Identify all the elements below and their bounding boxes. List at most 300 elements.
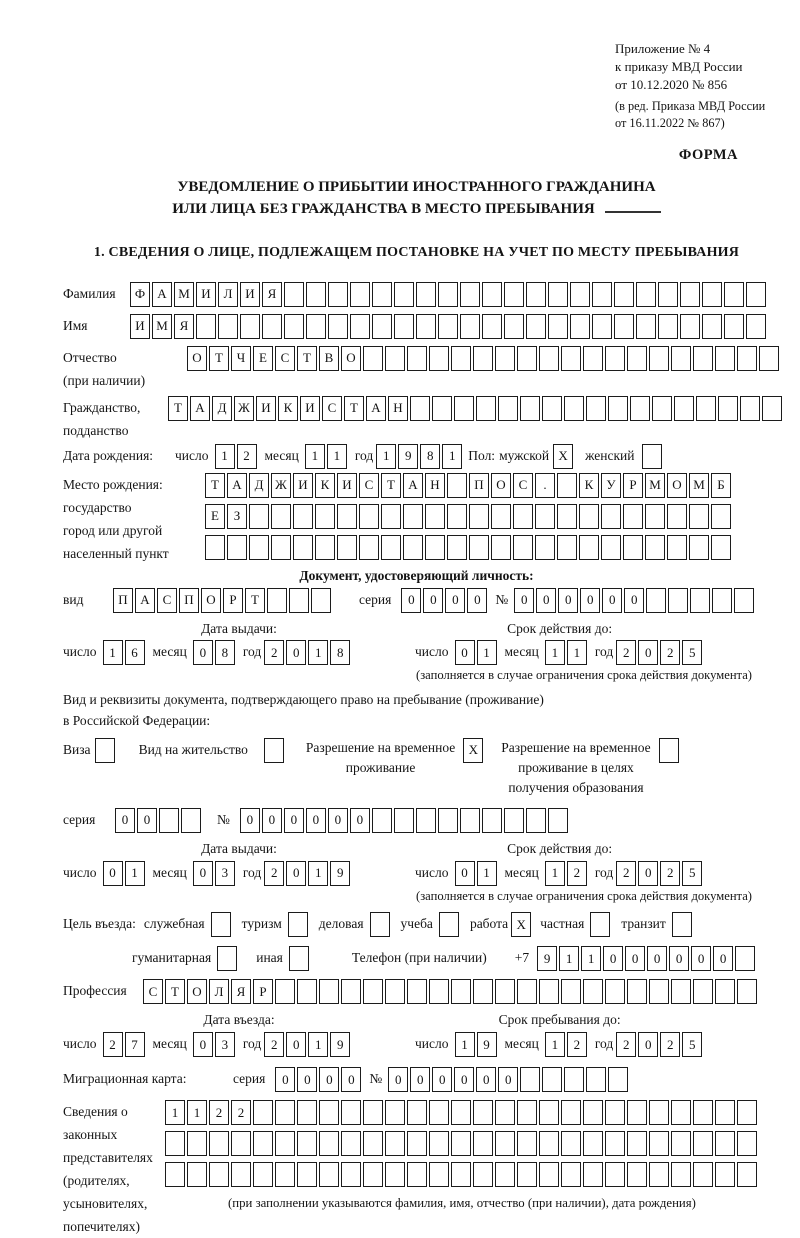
char-box: П	[179, 588, 199, 613]
char-box: С	[275, 346, 295, 371]
char-box	[429, 979, 449, 1004]
char-box	[561, 346, 581, 371]
char-box	[218, 314, 238, 339]
char-box: 0	[625, 946, 645, 971]
char-box	[504, 282, 524, 307]
issue-date-col	[63, 621, 415, 666]
char-box	[586, 1067, 606, 1092]
expiry-year-boxes	[616, 861, 704, 886]
char-box: Д	[212, 396, 232, 421]
char-box	[627, 979, 647, 1004]
char-box	[328, 314, 348, 339]
month-label: месяц	[504, 864, 539, 880]
expiry-date-heading: Срок действия до:	[507, 620, 613, 636]
representatives-row3	[165, 1162, 759, 1187]
char-box	[341, 1100, 361, 1125]
char-box	[564, 396, 584, 421]
char-box: 1	[559, 946, 579, 971]
char-box: Т	[245, 588, 265, 613]
expiry-date-col	[415, 841, 704, 886]
char-box	[407, 1162, 427, 1187]
char-box: Т	[168, 396, 188, 421]
char-box: И	[300, 396, 320, 421]
char-box	[315, 535, 335, 560]
char-box	[671, 1162, 691, 1187]
char-box	[583, 1100, 603, 1125]
char-box	[535, 504, 555, 529]
day-label: число	[175, 447, 209, 463]
char-box: 9	[330, 861, 350, 886]
month-label: месяц	[152, 1036, 187, 1052]
surname-row	[63, 282, 770, 307]
char-box: С	[143, 979, 163, 1004]
char-box: С	[513, 473, 533, 498]
char-box	[715, 1100, 735, 1125]
char-box	[205, 535, 225, 560]
char-box	[517, 1131, 537, 1156]
representatives-row2	[165, 1131, 759, 1156]
char-box	[187, 1162, 207, 1187]
char-box	[438, 282, 458, 307]
char-box	[539, 1162, 559, 1187]
series-label: серия	[359, 591, 392, 607]
entry-month-boxes	[193, 1032, 237, 1057]
char-box	[165, 1162, 185, 1187]
sex-female-checkbox	[642, 444, 662, 469]
char-box: А	[403, 473, 423, 498]
char-box	[319, 1162, 339, 1187]
char-box	[297, 1131, 317, 1156]
char-box: 1	[215, 444, 235, 469]
char-box	[608, 396, 628, 421]
char-box: 0	[445, 588, 465, 613]
char-box	[649, 979, 669, 1004]
char-box	[460, 314, 480, 339]
char-box: Л	[218, 282, 238, 307]
stay-until-heading: Срок пребывания до:	[498, 1012, 621, 1028]
char-box	[561, 1162, 581, 1187]
char-box: 1	[305, 444, 325, 469]
char-box: К	[579, 473, 599, 498]
char-box	[337, 535, 357, 560]
char-box: 1	[103, 640, 123, 665]
char-box: Д	[249, 473, 269, 498]
char-box: М	[152, 314, 172, 339]
char-box	[451, 1131, 471, 1156]
char-box: 2	[616, 640, 636, 665]
char-box: 0	[297, 1067, 317, 1092]
char-box	[473, 979, 493, 1004]
char-box	[209, 1131, 229, 1156]
char-box: 0	[103, 861, 123, 886]
residence-doc-dates	[63, 841, 770, 886]
char-box: 1	[308, 640, 328, 665]
option-visa	[63, 738, 117, 763]
char-box	[253, 1131, 273, 1156]
char-box: Е	[205, 504, 225, 529]
char-box: 0	[647, 946, 667, 971]
char-box	[583, 1131, 603, 1156]
char-box: 2	[237, 444, 257, 469]
entry-date-heading: Дата въезда:	[203, 1012, 275, 1028]
char-box: В	[319, 346, 339, 371]
char-box	[605, 1162, 625, 1187]
char-box: О	[667, 473, 687, 498]
char-box: 0	[286, 640, 306, 665]
char-box	[674, 396, 694, 421]
birth-year-boxes	[376, 444, 464, 469]
char-box: А	[152, 282, 172, 307]
char-box	[209, 1162, 229, 1187]
doc-kind-boxes	[113, 588, 333, 613]
char-box	[658, 282, 678, 307]
char-box: 8	[215, 640, 235, 665]
char-box	[231, 1131, 251, 1156]
char-box	[702, 314, 722, 339]
purpose-transit: транзит	[621, 912, 694, 937]
char-box	[432, 396, 452, 421]
char-box	[429, 1100, 449, 1125]
char-box: 1	[187, 1100, 207, 1125]
char-box	[542, 1067, 562, 1092]
residence-doc-intro-1: Вид и реквизиты документа, подтверждающего право на пребывание (проживание)	[63, 692, 544, 708]
expiry-year-boxes	[616, 640, 704, 665]
char-box: О	[187, 346, 207, 371]
char-box	[284, 282, 304, 307]
char-box	[605, 1131, 625, 1156]
char-box	[652, 396, 672, 421]
char-box	[469, 504, 489, 529]
char-box: 0	[410, 1067, 430, 1092]
birth-place-row2	[205, 504, 733, 529]
option-temp-permit	[306, 738, 485, 778]
char-box	[381, 504, 401, 529]
purpose-transit-checkbox	[672, 912, 692, 937]
char-box: 2	[616, 861, 636, 886]
char-box: И	[196, 282, 216, 307]
char-box	[460, 282, 480, 307]
char-box	[181, 808, 201, 833]
patronymic-boxes	[187, 346, 781, 371]
char-box	[394, 282, 414, 307]
char-box: 0	[341, 1067, 361, 1092]
char-box	[495, 346, 515, 371]
char-box	[605, 1100, 625, 1125]
char-box	[737, 1100, 757, 1125]
char-box	[363, 979, 383, 1004]
char-box	[297, 1100, 317, 1125]
char-box: 2	[209, 1100, 229, 1125]
purpose-commercial: деловая	[319, 912, 392, 937]
residence-permit-checkbox	[264, 738, 284, 763]
citizenship-label: Гражданство, подданство	[63, 399, 141, 438]
char-box	[601, 504, 621, 529]
char-box	[275, 1131, 295, 1156]
issue-year-boxes	[264, 640, 352, 665]
char-box	[718, 396, 738, 421]
char-box	[385, 1100, 405, 1125]
char-box: 2	[660, 1032, 680, 1057]
char-box: 2	[264, 861, 284, 886]
purpose-humanitarian-checkbox	[217, 946, 237, 971]
doc-series-boxes	[401, 588, 489, 613]
char-box	[359, 504, 379, 529]
purpose-private-checkbox	[590, 912, 610, 937]
expiry-date-heading: Срок действия до:	[507, 840, 613, 856]
char-box	[548, 282, 568, 307]
char-box: 3	[215, 1032, 235, 1057]
char-box: Н	[388, 396, 408, 421]
char-box: 0	[558, 588, 578, 613]
char-box: 0	[638, 1032, 658, 1057]
edition-line: от 16.11.2022 № 867)	[615, 116, 725, 130]
char-box	[473, 346, 493, 371]
char-box: Р	[253, 979, 273, 1004]
char-box	[711, 504, 731, 529]
char-box: М	[689, 473, 709, 498]
migration-card-row	[63, 1067, 770, 1092]
char-box	[473, 1131, 493, 1156]
char-box	[702, 282, 722, 307]
sex-label: Пол:	[468, 447, 496, 463]
char-box: 1	[545, 861, 565, 886]
phone-boxes	[537, 946, 757, 971]
char-box: 0	[455, 861, 475, 886]
given-name-boxes	[130, 314, 768, 339]
char-box: Ж	[234, 396, 254, 421]
char-box	[429, 346, 449, 371]
birth-date-label: Дата рождения:	[63, 447, 154, 463]
char-box	[504, 808, 524, 833]
char-box	[740, 396, 760, 421]
char-box	[293, 535, 313, 560]
char-box: Т	[205, 473, 225, 498]
surname-boxes	[130, 282, 768, 307]
char-box	[372, 808, 392, 833]
year-label: год	[242, 644, 262, 660]
char-box	[636, 314, 656, 339]
char-box	[645, 535, 665, 560]
purpose-work: работа X	[470, 912, 533, 937]
char-box	[363, 346, 383, 371]
char-box	[526, 282, 546, 307]
char-box	[385, 1162, 405, 1187]
char-box	[407, 1131, 427, 1156]
char-box	[454, 396, 474, 421]
representatives-boxes	[165, 1100, 759, 1212]
stay-until-col	[415, 1012, 704, 1057]
char-box	[460, 808, 480, 833]
temp-permit-edu-checkbox	[659, 738, 679, 763]
char-box	[583, 1162, 603, 1187]
char-box	[473, 1100, 493, 1125]
char-box	[605, 346, 625, 371]
char-box	[649, 1100, 669, 1125]
char-box	[491, 535, 511, 560]
sex-male-label: мужской	[499, 447, 550, 463]
char-box: Ф	[130, 282, 150, 307]
char-box: 9	[398, 444, 418, 469]
char-box	[693, 1131, 713, 1156]
char-box	[196, 314, 216, 339]
issue-date-heading: Дата выдачи:	[201, 840, 277, 856]
char-box: М	[174, 282, 194, 307]
char-box	[667, 535, 687, 560]
char-box: 9	[537, 946, 557, 971]
given-name-label: Имя	[63, 317, 88, 333]
residence-series-boxes	[115, 808, 203, 833]
char-box: 5	[682, 861, 702, 886]
char-box: 0	[536, 588, 556, 613]
char-box	[630, 396, 650, 421]
char-box	[267, 588, 287, 613]
doc-kind-label: вид	[63, 591, 84, 607]
day-label: число	[63, 1036, 97, 1052]
char-box: У	[601, 473, 621, 498]
patronymic-row	[63, 346, 770, 392]
char-box	[737, 1162, 757, 1187]
citizenship-row	[63, 396, 770, 442]
char-box	[526, 314, 546, 339]
char-box: 0	[624, 588, 644, 613]
char-box	[561, 1100, 581, 1125]
char-box	[746, 314, 766, 339]
char-box	[372, 282, 392, 307]
char-box	[451, 1100, 471, 1125]
char-box	[535, 535, 555, 560]
char-box: 0	[514, 588, 534, 613]
char-box: 0	[275, 1067, 295, 1092]
sex-male-checkbox: X	[553, 444, 573, 469]
purpose-other: иная	[256, 946, 311, 971]
char-box	[539, 979, 559, 1004]
char-box: 1	[327, 444, 347, 469]
char-box	[403, 504, 423, 529]
char-box: Т	[381, 473, 401, 498]
month-label: месяц	[504, 644, 539, 660]
char-box	[319, 1131, 339, 1156]
char-box: Р	[623, 473, 643, 498]
char-box	[289, 588, 309, 613]
char-box	[645, 504, 665, 529]
char-box	[526, 808, 546, 833]
char-box: И	[256, 396, 276, 421]
char-box	[297, 979, 317, 1004]
char-box	[561, 1131, 581, 1156]
char-box	[671, 1100, 691, 1125]
purpose-study: учеба	[401, 912, 461, 937]
char-box: 5	[682, 640, 702, 665]
char-box: 6	[125, 640, 145, 665]
char-box: З	[227, 504, 247, 529]
char-box: О	[187, 979, 207, 1004]
char-box	[350, 314, 370, 339]
char-box: О	[341, 346, 361, 371]
char-box: 0	[328, 808, 348, 833]
char-box	[271, 504, 291, 529]
char-box	[614, 282, 634, 307]
purpose-study-checkbox	[439, 912, 459, 937]
char-box: А	[190, 396, 210, 421]
char-box	[451, 346, 471, 371]
char-box	[715, 346, 735, 371]
char-box	[381, 535, 401, 560]
char-box	[693, 1100, 713, 1125]
char-box: 0	[262, 808, 282, 833]
char-box: 2	[567, 1032, 587, 1057]
purpose-tourism-checkbox	[288, 912, 308, 937]
char-box	[627, 1100, 647, 1125]
char-box	[746, 282, 766, 307]
char-box	[715, 979, 735, 1004]
char-box	[495, 979, 515, 1004]
char-box	[495, 1131, 515, 1156]
year-label: год	[594, 864, 614, 880]
issue-day-boxes	[103, 861, 147, 886]
char-box: Б	[711, 473, 731, 498]
char-box	[570, 282, 590, 307]
document-title	[63, 176, 770, 220]
char-box	[586, 396, 606, 421]
char-box	[311, 588, 331, 613]
validity-note: (заполняется в случае ограничения срока действия документа)	[416, 888, 752, 903]
number-label: №	[495, 591, 509, 607]
char-box	[350, 282, 370, 307]
char-box: Т	[297, 346, 317, 371]
char-box	[359, 535, 379, 560]
char-box	[165, 1131, 185, 1156]
char-box	[385, 346, 405, 371]
char-box: 0	[603, 946, 623, 971]
year-label: год	[354, 447, 374, 463]
char-box	[363, 1100, 383, 1125]
issue-day-boxes	[103, 640, 147, 665]
char-box: 2	[264, 1032, 284, 1057]
char-box	[469, 535, 489, 560]
char-box: 1	[376, 444, 396, 469]
char-box	[517, 1162, 537, 1187]
char-box: А	[227, 473, 247, 498]
char-box	[539, 346, 559, 371]
char-box	[275, 979, 295, 1004]
char-box: О	[491, 473, 511, 498]
issue-date-heading: Дата выдачи:	[201, 620, 277, 636]
char-box	[482, 314, 502, 339]
issue-year-boxes	[264, 861, 352, 886]
representatives-label: Сведения о законных представителях (родителях, усыновителях, попечителях)	[63, 1104, 153, 1235]
char-box	[724, 314, 744, 339]
char-box	[513, 504, 533, 529]
stay-day-boxes	[455, 1032, 499, 1057]
char-box	[319, 979, 339, 1004]
char-box	[284, 314, 304, 339]
char-box	[668, 588, 688, 613]
char-box	[693, 346, 713, 371]
birth-month-boxes	[305, 444, 349, 469]
char-box: 0	[193, 1032, 213, 1057]
char-box	[735, 946, 755, 971]
char-box: К	[315, 473, 335, 498]
char-box: Т	[344, 396, 364, 421]
char-box: 8	[420, 444, 440, 469]
char-box	[696, 396, 716, 421]
doc-number-boxes	[514, 588, 756, 613]
char-box: П	[469, 473, 489, 498]
visa-checkbox	[95, 738, 115, 763]
char-box	[690, 588, 710, 613]
char-box	[407, 346, 427, 371]
char-box: 0	[193, 861, 213, 886]
